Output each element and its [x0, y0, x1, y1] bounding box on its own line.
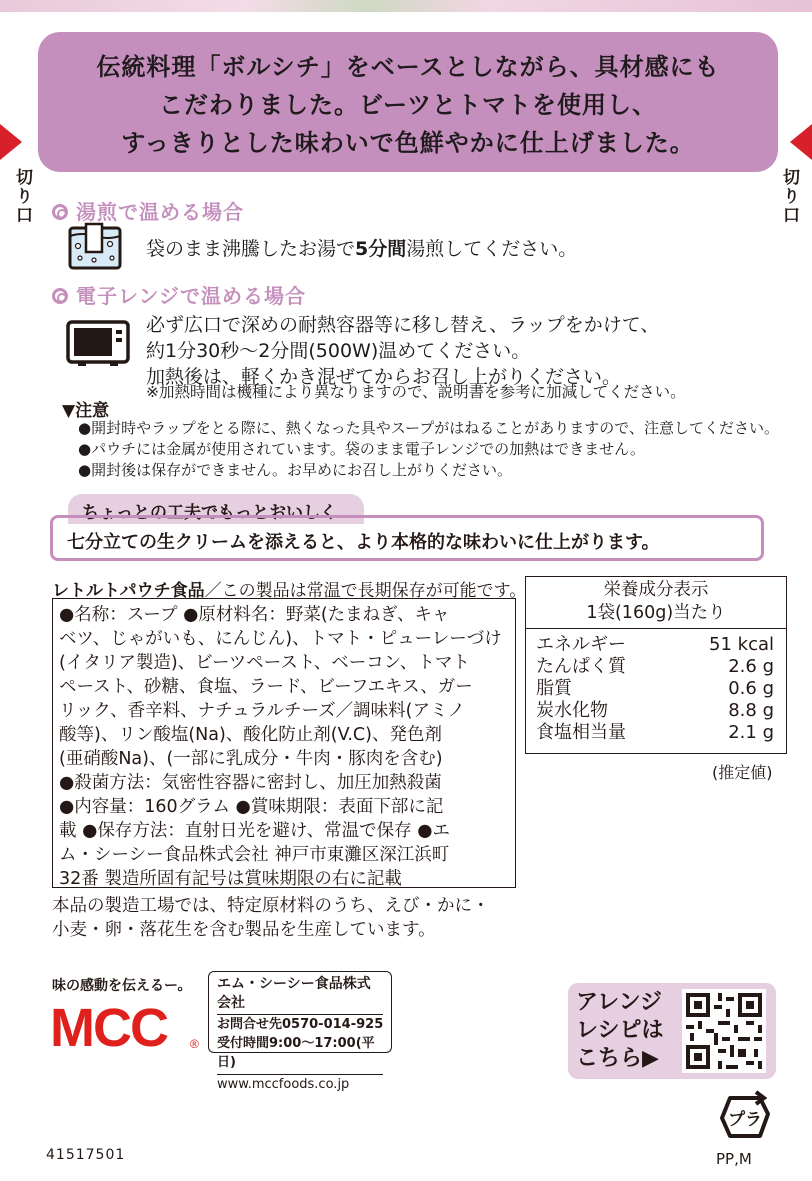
nutrition-header [526, 577, 786, 629]
nutrient-value: 0.6 g [728, 678, 774, 699]
contact-hours: 受付時間9:00～17:00(平日) [217, 1036, 375, 1070]
tip-text: 七分立ての生クリームを添えると、より本格的な味わいに仕上がります。 [67, 532, 660, 553]
brand-tagline: 味の感動を伝えるー。 [52, 978, 192, 994]
banner-line-3: すっきりとした味わいで色鮮やかに仕上げました。 [121, 129, 695, 157]
microwave-line-1: 必ず広口で深めの耐熱容器等に移し替え、ラップをかけて、 [146, 314, 660, 336]
caution-list [78, 418, 779, 481]
microwave-heading [52, 280, 306, 309]
recipe-qr-panel[interactable] [568, 983, 776, 1079]
nutrient-name: 脂質 [536, 678, 572, 699]
caution-item: ●開封後は保存ができません。お早めにお召し上がりください。 [78, 461, 512, 479]
recipe-line: こちら▶ [576, 1046, 659, 1071]
caution-item: ●開封時やラップをとる際に、熱くなった具やスープがはねることがありますので、注意してください。 [78, 419, 779, 437]
microwave-line-3: 加熱後は、軽くかき混ぜてからお召し上がりください。 [146, 366, 622, 388]
microwave-instructions [146, 312, 659, 390]
nutrient-name: 炭水化物 [536, 700, 608, 721]
ingredients-line: リック、香辛料、ナチュラルチーズ／調味料(アミノ [59, 701, 466, 721]
cut-label-right: 切り口 [779, 168, 799, 225]
cut-notch-left-marker [0, 124, 22, 160]
cut-label-left: 切り口 [12, 168, 32, 225]
microwave-heading-text: 電子レンジで温める場合 [76, 284, 306, 308]
banner-line-1: 伝統料理「ボルシチ」をベースとしながら、具材感にも [96, 53, 720, 81]
recycle-mark-text: プラ [728, 1110, 762, 1130]
ingredients-line: ム・シーシー食品株式会社 神戸市東灘区深江浜町 [59, 845, 450, 865]
nutrient-value: 8.8 g [728, 700, 774, 721]
nutrient-name: たんぱく質 [536, 656, 626, 677]
microwave-note: ※加熱時間は機種により異なりますので、説明書を参考に加減してください。 [146, 383, 686, 401]
tip-box [50, 515, 764, 561]
boil-text-after: 湯煎してください。 [406, 238, 578, 260]
tip-tab: ちょっとの工夫でもっとおいしく [68, 494, 364, 524]
ingredients-line: ●名称：スープ ●原材料名：野菜(たまねぎ、キャ [59, 605, 450, 625]
nutrition-row [526, 700, 786, 722]
recycle-material: PP,M [716, 1150, 752, 1168]
recipe-label [576, 989, 663, 1073]
description-banner [38, 32, 778, 172]
caution-item: ●パウチには金属が使用されています。袋のまま電子レンジでの加熱はできません。 [78, 440, 646, 458]
caution-title: ▼注意 [62, 401, 110, 421]
logo-wordmark: MCC [50, 998, 167, 1054]
boil-heading-text: 湯煎で温める場合 [76, 200, 244, 224]
ingredients-line: 載 ●保存方法：直射日光を避け、常温で保存 ●エ [59, 821, 450, 841]
nutrition-row [526, 634, 786, 656]
nutrition-row [526, 722, 786, 744]
mcc-logo [50, 998, 210, 1054]
allergen-line: 本品の製造工場では、特定原材料のうち、えび・かに・ [52, 896, 490, 916]
boil-text-before: 袋のまま沸騰したお湯で [146, 238, 356, 260]
boil-heading [52, 196, 244, 225]
nutrient-value: 2.1 g [728, 722, 774, 743]
ingredients-box [52, 598, 516, 888]
nutrient-value: 51 kcal [709, 634, 774, 655]
company-name: エム・シーシー食品株式会社 [217, 975, 383, 1015]
nutrient-name: エネルギー [536, 634, 626, 655]
ingredients-line: 32番 製造所固有記号は賞味期限の右に記載 [59, 869, 402, 889]
nutrition-serving: 1袋(160g)当たり [586, 603, 726, 623]
recipe-line: アレンジ [576, 990, 663, 1015]
allergen-line: 小麦・卵・落花生を含む製品を生産しています。 [52, 920, 436, 940]
nutrient-name: 食塩相当量 [536, 722, 626, 743]
contact-box [208, 971, 392, 1092]
allergen-notice [52, 894, 490, 942]
nutrition-estimate-note: (推定値) [712, 763, 773, 782]
nutrition-row [526, 678, 786, 700]
retort-rest: ／この製品は常温で長期保存が可能です。 [204, 581, 527, 601]
recipe-line: レシピは [576, 1018, 664, 1043]
qr-code-icon[interactable] [682, 989, 766, 1073]
ring-bullet-icon [52, 204, 68, 220]
ingredients-line: ベツ、じゃがいも、にんじん)、トマト・ピューレーづけ [59, 629, 502, 649]
microwave-icon [66, 318, 130, 368]
ingredients-line: (イタリア製造)、ビーツペースト、ベーコン、トマト [59, 653, 470, 673]
ingredients-line: (亜硝酸Na)、(一部に乳成分・牛肉・豚肉を含む) [59, 749, 443, 769]
nutrition-row [526, 656, 786, 678]
contact-phone: お問合せ先0570-014-925 [217, 1017, 384, 1032]
nutrient-value: 2.6 g [728, 656, 774, 677]
ingredients-line: ●殺菌方法：気密性容器に密封し、加圧加熱殺菌 [59, 773, 442, 793]
ring-bullet-icon [52, 288, 68, 304]
nutrition-title: 栄養成分表示 [603, 580, 709, 600]
ingredients-line: ペースト、砂糖、食塩、ラード、ビーフエキス、ガー [59, 677, 473, 697]
ingredients-line: 酸等)、リン酸塩(Na)、酸化防止剤(V.C)、発色剤 [59, 725, 442, 745]
boil-text-bold: 5分間 [355, 238, 407, 260]
banner-line-2: こだわりました。ビーツとトマトを使用し、 [158, 91, 658, 119]
cut-notch-right-marker [790, 124, 812, 160]
ingredients-line: ●内容量：160グラム ●賞味期限：表面下部に記 [59, 797, 444, 817]
website-url[interactable]: www.mccfoods.co.jp [217, 1074, 383, 1094]
package-top-image-strip [0, 0, 812, 12]
product-code: 41517501 [46, 1147, 126, 1163]
plastic-recycle-icon [716, 1088, 774, 1148]
microwave-line-2: 約1分30秒～2分間(500W)温めてください。 [146, 340, 531, 362]
boiling-pot-icon [66, 222, 124, 272]
retort-bold: レトルトパウチ食品 [52, 581, 205, 601]
nutrition-table [525, 576, 787, 754]
registered-mark: ® [190, 1037, 199, 1051]
boil-instruction [146, 236, 577, 262]
